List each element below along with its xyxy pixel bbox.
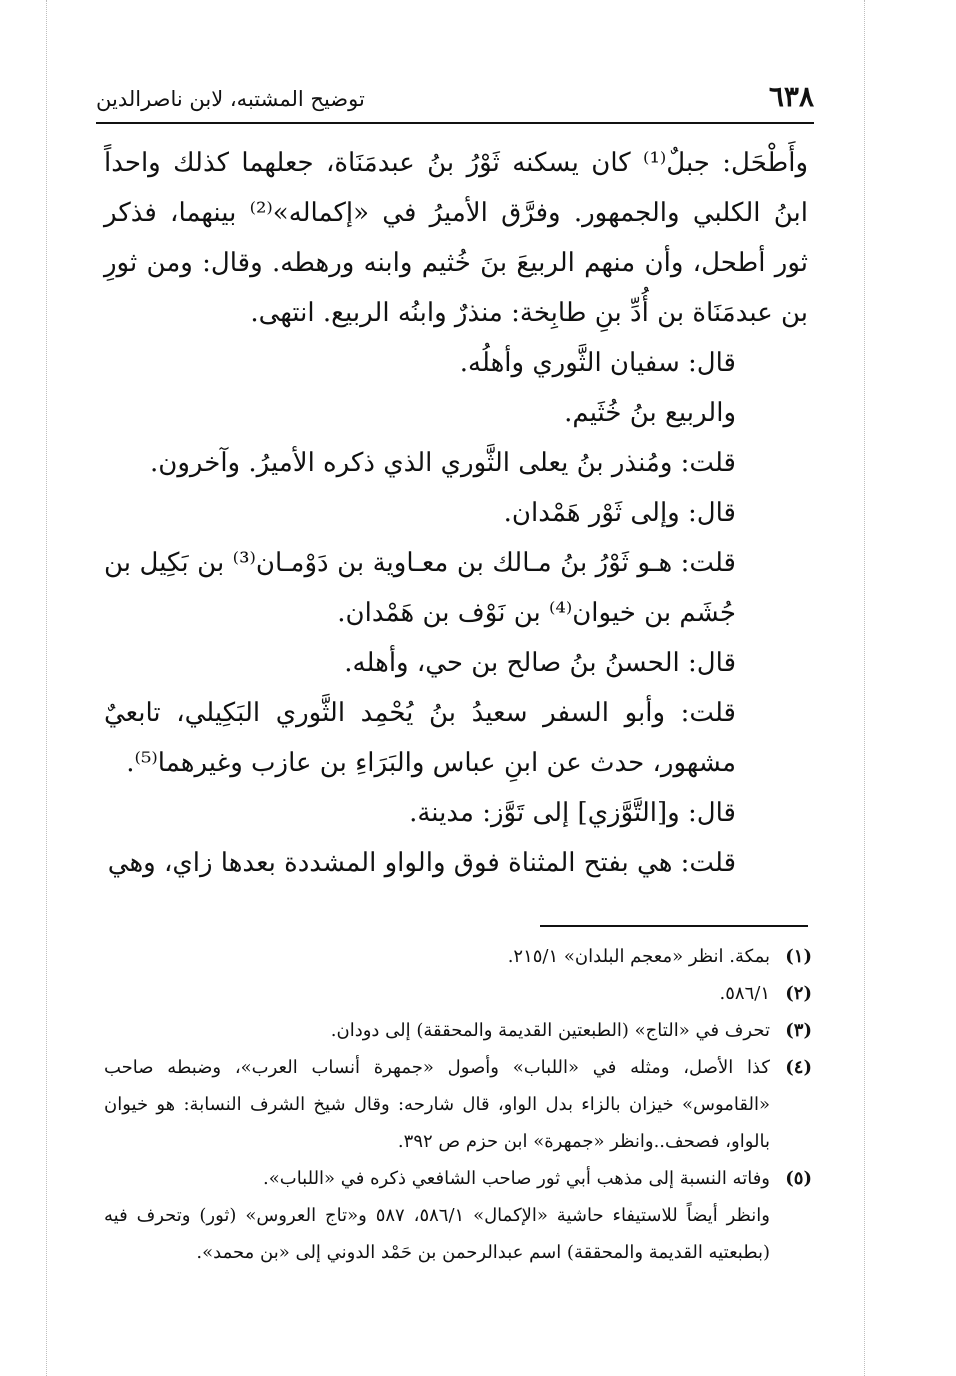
footnote-number: (١) bbox=[785, 946, 812, 967]
page-number: ٦٣٨ bbox=[768, 80, 814, 113]
footnote-number: (٣) bbox=[785, 1020, 812, 1041]
paragraph-sufyan: قال: سفيان الثَّوري وأهلُه. bbox=[459, 348, 736, 378]
paragraph-tawwazi: قال: و[التَّوَّزي] إلى تَوَّز: مدينة. bbox=[409, 798, 736, 828]
page-header bbox=[96, 80, 814, 120]
paragraph-abu-al-safar: قلت: وأبو السفر سعيدُ بنُ يُحْمِد الثَّوري البَكِيلي، تابعيٌ مشهور، حدث عن ابنِ عباس والبَرَاءِ بن عازب وغيرهما⁽⁵⁾. bbox=[104, 698, 736, 778]
footnote-2 bbox=[104, 975, 812, 1012]
paragraph-tawwaz-note: قلت: هي بفتح المثناة فوق والواو المشددة بعدها زاي، وهي bbox=[107, 848, 736, 878]
footnote-1 bbox=[104, 938, 812, 975]
scan-dotted-line-right bbox=[864, 0, 865, 1376]
footnote-text: بمكة. انظر «معجم البلدان» ٢١٥/١. bbox=[507, 946, 770, 967]
footnotes bbox=[104, 938, 812, 1271]
footnote-divider bbox=[540, 925, 808, 927]
footnote-text: كذا الأصل، ومثله في «اللباب» وأصول «جمهرة أنساب العرب»، وضبطه صاحب «القاموس» خيزان بالزاء بدل الواو، قال شارحه: وقال شيخ الشرف النسابة: هو خيوان بالواو، فصحف..وانظر «جمهرة» ابن حزم ص ٣٩٢. bbox=[104, 1057, 770, 1152]
footnote-text: وفاته النسبة إلى مذهب أبي ثور صاحب الشافعي ذكره في «اللباب». bbox=[263, 1168, 770, 1189]
footnote-5 bbox=[104, 1160, 812, 1197]
footnote-4 bbox=[104, 1049, 812, 1160]
paragraph-mundhir: قلت: ومُنذر بنُ يعلى الثَّوري الذي ذكره الأميرُ. وآخرون. bbox=[149, 448, 736, 478]
footnote-3 bbox=[104, 1012, 812, 1049]
footnote-number: (٥) bbox=[785, 1168, 812, 1189]
paragraph-rabi: والربيع بنُ خُثَيم. bbox=[564, 398, 736, 428]
paragraph-nasab: قلت: هـو ثَوْرُ بنُ مـالك بن معـاوية بن دَوْمـان⁽³⁾ بن بَكِيل بن جُشَم بن خيوان⁽⁴⁾ بن نَوْف بن هَمْدان. bbox=[104, 548, 736, 628]
paragraph-athal: وأَطْحَل: جبلٌ⁽¹⁾ كان يسكنه ثَوْرُ بنُ عبدمَنَاة، جعلهما كذلك واحداً ابنُ الكلبي والجمهور. وفرَّق الأميرُ في «إكماله»⁽²⁾ بينهما، فذكر ثور أطحل، وأن منهم الربيعَ بنَ خُثيم وابنه ورهطه. وقال: ومن ثورِ بن عبدمَنَاة بن أُدِّ بنِ طابِخة: منذرٌ وابنُه الربيع. انتهى. bbox=[104, 148, 808, 328]
footnote-number: (٢) bbox=[785, 983, 812, 1004]
header-divider bbox=[96, 122, 814, 124]
footnote-text: تحرف في «التاج» (الطبعتين القديمة والمحققة) إلى دودان. bbox=[330, 1020, 770, 1041]
main-text bbox=[104, 138, 808, 888]
footnote-number: (٤) bbox=[785, 1057, 812, 1078]
paragraph-hasan: قال: الحسنُ بنُ صالح بن حي، وأهله. bbox=[344, 648, 736, 678]
scan-dotted-line-left bbox=[46, 0, 47, 1376]
footnote-5-continuation: وانظر أيضاً للاستيفاء حاشية «الإكمال» ٥٨٦/١، ٥٨٧ و«تاج العروس» (ثور) وتحرف فيه (بطبعتيه القديمة والمحققة) اسم عبدالرحمن بن حَمْد الدوني إلى «بن محمد». bbox=[104, 1205, 770, 1263]
footnote-text: ٥٨٦/١. bbox=[719, 983, 770, 1004]
paragraph-thawr-hamdan: قال: وإلى ثَوْر هَمْدان. bbox=[503, 498, 736, 528]
running-title: توضيح المشتبه، لابن ناصرالدين bbox=[96, 87, 365, 111]
